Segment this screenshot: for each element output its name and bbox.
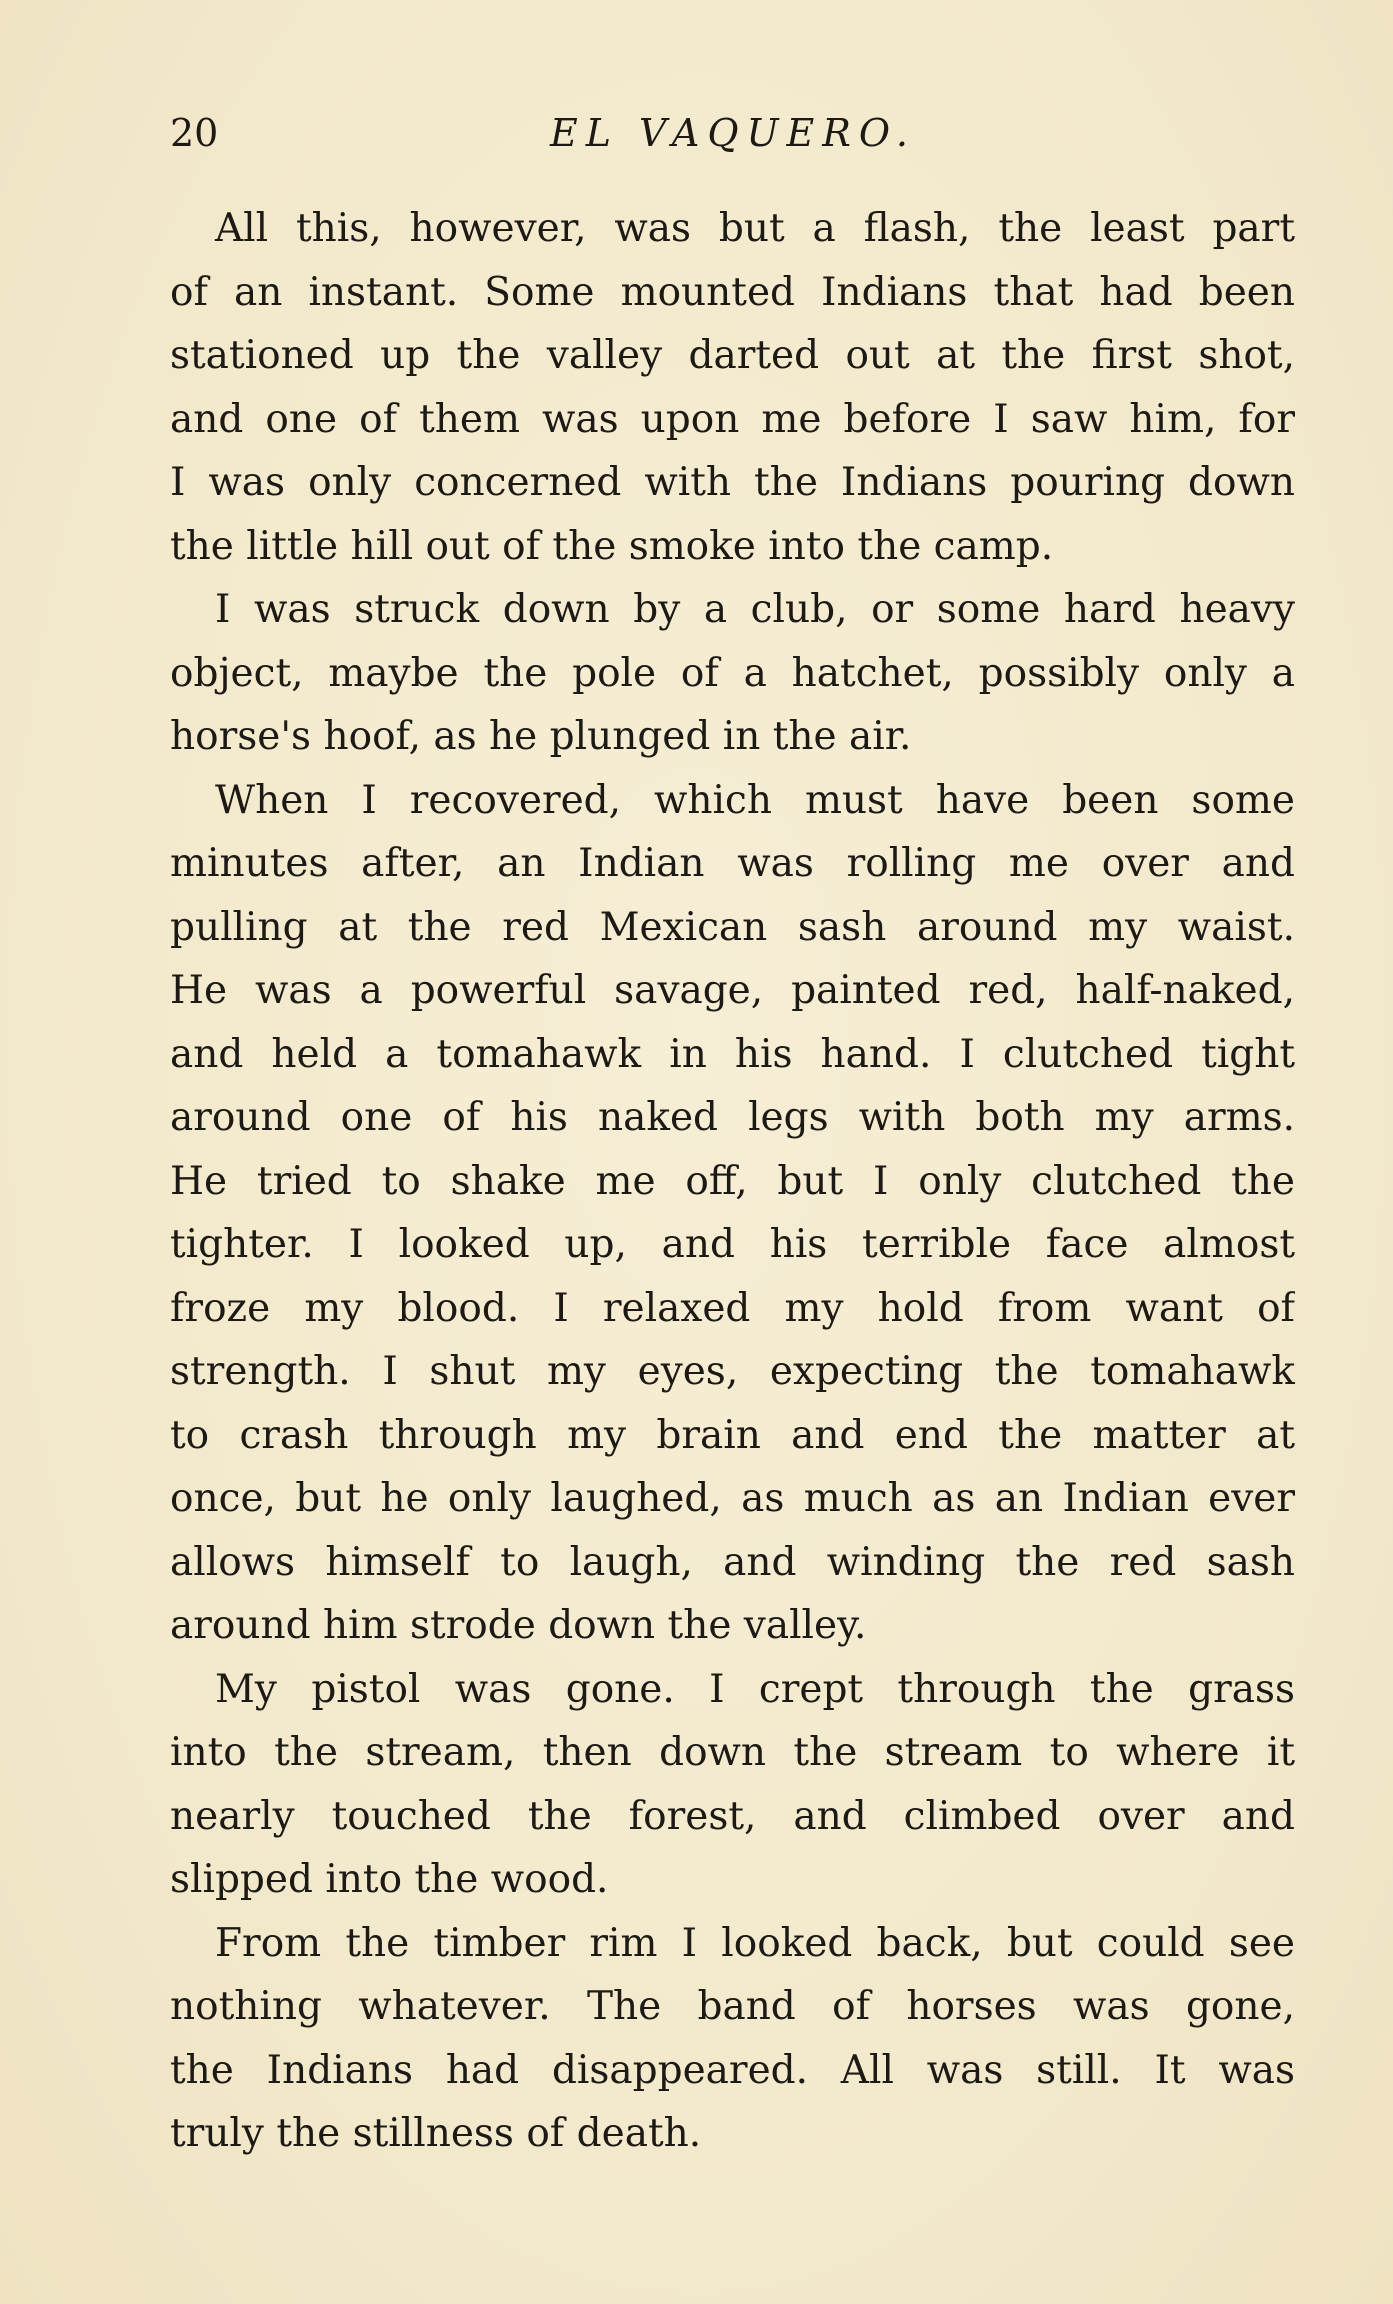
text-line: object, maybe the pole of a hatchet, possibly only a bbox=[170, 650, 1295, 696]
text-line: to crash through my brain and end the matter at bbox=[170, 1412, 1295, 1458]
text-line: tighter. I looked up, and his terrible face almost bbox=[170, 1222, 1295, 1267]
text-line: nearly touched the forest, and climbed over and bbox=[170, 1793, 1295, 1839]
text-line: truly the stillness of death. bbox=[170, 2111, 702, 2156]
text-line: slipped into the wood. bbox=[170, 1857, 609, 1902]
text-line: nothing whatever. The band of horses was gone, bbox=[170, 1984, 1295, 2029]
text-line: into the stream, then down the stream to where it bbox=[170, 1730, 1295, 1775]
text-line: horse's hoof, as he plunged in the air. bbox=[170, 714, 912, 759]
page-number: 20 bbox=[170, 111, 219, 155]
text-line: I was only concerned with the Indians pouring down bbox=[170, 460, 1295, 505]
text-line: once, but he only laughed, as much as an Indian ever bbox=[170, 1476, 1295, 1521]
text-line: He was a powerful savage, painted red, half-naked, bbox=[170, 968, 1295, 1013]
text-line: and one of them was upon me before I saw him, for bbox=[170, 396, 1295, 442]
body-text bbox=[170, 197, 1295, 2166]
text-line: He tried to shake me off, but I only clutched the bbox=[170, 1158, 1295, 1204]
text-line: When I recovered, which must have been some bbox=[215, 777, 1295, 823]
text-line: and held a tomahawk in his hand. I clutched tight bbox=[170, 1031, 1295, 1077]
text-line: I was struck down by a club, or some hard heavy bbox=[215, 587, 1295, 632]
running-title: EL VAQUERO. bbox=[550, 111, 916, 155]
text-line: of an instant. Some mounted Indians that had been bbox=[170, 269, 1295, 315]
page-header bbox=[170, 108, 1300, 158]
text-line: around one of his naked legs with both my arms. bbox=[170, 1095, 1295, 1140]
text-line: froze my blood. I relaxed my hold from want of bbox=[170, 1285, 1295, 1331]
text-line: the little hill out of the smoke into the camp. bbox=[170, 523, 1054, 569]
text-line: allows himself to laugh, and winding the red sash bbox=[170, 1539, 1295, 1585]
text-line: From the timber rim I looked back, but could see bbox=[215, 1920, 1295, 1966]
text-line: pulling at the red Mexican sash around my waist. bbox=[170, 904, 1295, 950]
text-line: strength. I shut my eyes, expecting the tomahawk bbox=[170, 1349, 1295, 1394]
text-line: stationed up the valley darted out at the first shot, bbox=[170, 333, 1295, 378]
text-line: All this, however, was but a flash, the least part bbox=[215, 206, 1295, 251]
text-line: the Indians had disappeared. All was still. It was bbox=[170, 2047, 1295, 2093]
text-line: around him strode down the valley. bbox=[170, 1603, 867, 1648]
text-line: minutes after, an Indian was rolling me over and bbox=[170, 841, 1295, 886]
text-line: My pistol was gone. I crept through the grass bbox=[215, 1666, 1295, 1712]
